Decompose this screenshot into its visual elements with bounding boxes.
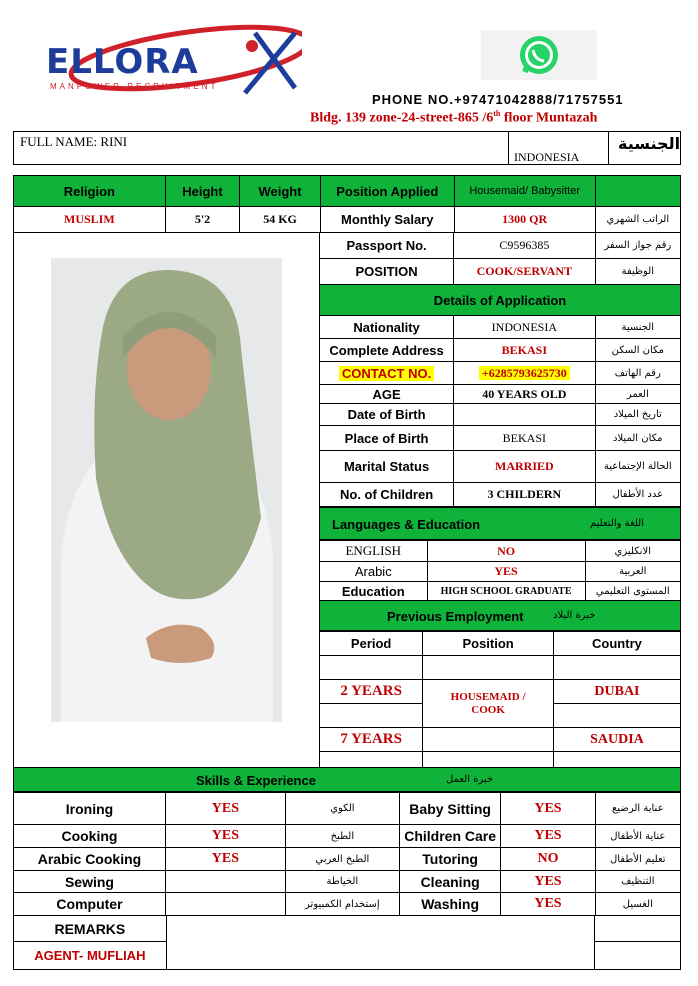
period-1: 2 YEARS xyxy=(320,680,423,704)
skill-babysitting: Baby Sitting xyxy=(399,793,500,825)
skill-childrencare-value: YES xyxy=(501,825,595,848)
monthly-salary-value: 1300 QR xyxy=(454,207,595,233)
dob-label: Date of Birth xyxy=(320,404,454,426)
skill-ironing-value: YES xyxy=(165,793,285,825)
english-value: NO xyxy=(427,541,585,562)
previous-employment-ar: خبرة البلاد xyxy=(553,610,596,621)
skill-computer: Computer xyxy=(14,893,166,916)
skill-sewing-ar: الخياطة xyxy=(285,871,399,893)
country-1: DUBAI xyxy=(553,680,680,704)
name-divider2 xyxy=(608,132,609,164)
header-position: Position Applied xyxy=(320,176,454,207)
skills-table xyxy=(13,792,681,916)
pob-label: Place of Birth xyxy=(320,426,454,451)
prev-empty xyxy=(320,752,423,769)
dob-ar: تاريخ الميلاد xyxy=(595,404,680,426)
header-weight: Weight xyxy=(240,176,321,207)
remarks-table xyxy=(13,915,681,970)
previous-employment-text: Previous Employment xyxy=(387,609,524,624)
skill-computer-value xyxy=(165,893,285,916)
age-label: AGE xyxy=(320,385,454,404)
header-position-value: Housemaid/ Babysitter xyxy=(454,176,595,207)
skills-header-text: Skills & Experience xyxy=(196,773,316,788)
monthly-salary-label: Monthly Salary xyxy=(320,207,454,233)
skill-cooking-ar: الطبخ xyxy=(285,825,399,848)
nationality-field-ar: الجنسية xyxy=(595,316,680,339)
whatsapp-icon xyxy=(481,30,597,80)
top-info-table xyxy=(13,175,681,233)
address-sup: th xyxy=(493,109,501,118)
header-blank xyxy=(595,176,680,207)
logo-subtext: MANPOWER RECRUITMENT xyxy=(50,82,219,91)
skill-tutoring-value: NO xyxy=(501,848,595,871)
languages-header-text: Languages & Education xyxy=(332,517,481,532)
prev-empty xyxy=(423,752,554,769)
marital-ar: الحالة الإجتماعية xyxy=(595,451,680,483)
passport-ar: رقم جواز السفر xyxy=(595,233,680,259)
education-value: HIGH SCHOOL GRADUATE xyxy=(427,582,585,601)
english-ar: الانكليزي xyxy=(585,541,680,562)
office-address xyxy=(310,109,597,127)
skill-ironing-ar: الكوي xyxy=(285,793,399,825)
logo-text: ELLORA xyxy=(46,42,199,82)
skill-computer-ar: إستخدام الكمبيوتر xyxy=(285,893,399,916)
education-label: Education xyxy=(320,582,428,601)
address-part2: floor Muntazah xyxy=(500,110,598,126)
skill-arabiccooking: Arabic Cooking xyxy=(14,848,166,871)
skill-arabiccooking-value: YES xyxy=(165,848,285,871)
dob-value xyxy=(454,404,595,426)
company-logo xyxy=(40,18,302,108)
contact-label-cell xyxy=(320,362,454,385)
contact-value-cell xyxy=(454,362,595,385)
skill-washing-ar: الغسيل xyxy=(595,893,680,916)
details-header: Details of Application xyxy=(320,285,681,316)
education-ar: المستوى التعليمي xyxy=(585,582,680,601)
marital-label: Marital Status xyxy=(320,451,454,483)
candidate-photo xyxy=(51,258,282,722)
skill-tutoring-ar: تعليم الأطفال xyxy=(595,848,680,871)
skill-childrencare-ar: عناية الأطفال xyxy=(595,825,680,848)
header-religion: Religion xyxy=(14,176,166,207)
skill-washing: Washing xyxy=(399,893,500,916)
skill-babysitting-ar: عناية الرضيع xyxy=(595,793,680,825)
prev-position-value: HOUSEMAID / COOK xyxy=(423,680,554,728)
position-ar: الوظيفة xyxy=(595,259,680,285)
period-header: Period xyxy=(320,632,423,656)
header-height: Height xyxy=(165,176,240,207)
country-2: SAUDIA xyxy=(553,728,680,752)
arabic-ar: العربية xyxy=(585,562,680,582)
prev-empty xyxy=(553,704,680,728)
skill-cleaning-ar: التنظيف xyxy=(595,871,680,893)
skill-cleaning: Cleaning xyxy=(399,871,500,893)
contact-ar: رقم الهاتف xyxy=(595,362,680,385)
skill-ironing: Ironing xyxy=(14,793,166,825)
phone-number: PHONE NO.+97471042888/71757551 xyxy=(372,92,624,107)
skills-header-ar: خبرة العمل xyxy=(446,774,494,785)
skill-sewing: Sewing xyxy=(14,871,166,893)
address-label: Complete Address xyxy=(320,339,454,362)
prev-position-header: Position xyxy=(423,632,554,656)
prev-empty xyxy=(553,656,680,680)
prev-empty xyxy=(423,728,554,752)
period-2: 7 YEARS xyxy=(320,728,423,752)
skill-childrencare: Children Care xyxy=(399,825,500,848)
previous-employment-table xyxy=(319,631,681,769)
skill-sewing-value xyxy=(165,871,285,893)
skill-washing-value: YES xyxy=(501,893,595,916)
arabic-label: Arabic xyxy=(320,562,428,582)
skill-cleaning-value: YES xyxy=(501,871,595,893)
details-top-table xyxy=(319,232,681,507)
contact-value: +6285793625730 xyxy=(479,366,570,380)
skill-cooking-value: YES xyxy=(165,825,285,848)
nationality-label: Nationality xyxy=(320,316,454,339)
prev-empty xyxy=(320,656,423,680)
whatsapp-badge xyxy=(481,30,597,80)
age-value: 40 YEARS OLD xyxy=(454,385,595,404)
nationality-ar: الجنسية xyxy=(618,134,681,153)
nationality-value: INDONESIA xyxy=(514,150,580,164)
languages-header xyxy=(319,507,681,540)
nationality-field: INDONESIA xyxy=(454,316,595,339)
arabic-value: YES xyxy=(427,562,585,582)
position-label: POSITION xyxy=(320,259,454,285)
children-value: 3 CHILDERN xyxy=(454,483,595,507)
languages-header-ar: اللغة والتعليم xyxy=(590,518,644,529)
skill-cooking: Cooking xyxy=(14,825,166,848)
remarks-side2 xyxy=(595,942,681,970)
skill-arabiccooking-ar: الطبخ العربي xyxy=(285,848,399,871)
pob-value: BEKASI xyxy=(454,426,595,451)
contact-label: CONTACT NO. xyxy=(339,366,434,381)
previous-employment-header xyxy=(319,600,681,631)
position-value: COOK/SERVANT xyxy=(454,259,595,285)
full-name: FULL NAME: RINI xyxy=(20,134,128,149)
height-value: 5'2 xyxy=(165,207,240,233)
skill-babysitting-value: YES xyxy=(501,793,595,825)
remarks-label: REMARKS xyxy=(14,916,167,942)
country-header: Country xyxy=(553,632,680,656)
name-divider xyxy=(508,132,509,164)
passport-value: C9596385 xyxy=(454,233,595,259)
prev-empty xyxy=(320,704,423,728)
pob-ar: مكان الميلاد xyxy=(595,426,680,451)
remarks-side xyxy=(595,916,681,942)
monthly-salary-ar: الراتب الشهري xyxy=(595,207,680,233)
address-part1: Bldg. 139 zone-24-street-865 /6 xyxy=(310,110,494,126)
prev-empty xyxy=(553,752,680,769)
prev-empty xyxy=(423,656,554,680)
english-label: ENGLISH xyxy=(320,541,428,562)
marital-value: MARRIED xyxy=(454,451,595,483)
candidate-photo-illustration xyxy=(51,258,282,722)
children-label: No. of Children xyxy=(320,483,454,507)
languages-table xyxy=(319,540,681,601)
address-value: BEKASI xyxy=(454,339,595,362)
address-ar: مكان السكن xyxy=(595,339,680,362)
weight-value: 54 KG xyxy=(240,207,321,233)
name-row xyxy=(13,131,681,165)
skills-header xyxy=(13,767,681,792)
agent-name: AGENT- MUFLIAH xyxy=(14,942,167,970)
skill-tutoring: Tutoring xyxy=(399,848,500,871)
religion-value: MUSLIM xyxy=(14,207,166,233)
passport-label: Passport No. xyxy=(320,233,454,259)
remarks-content xyxy=(166,916,595,970)
children-ar: عدد الأطفال xyxy=(595,483,680,507)
age-ar: العمر xyxy=(595,385,680,404)
